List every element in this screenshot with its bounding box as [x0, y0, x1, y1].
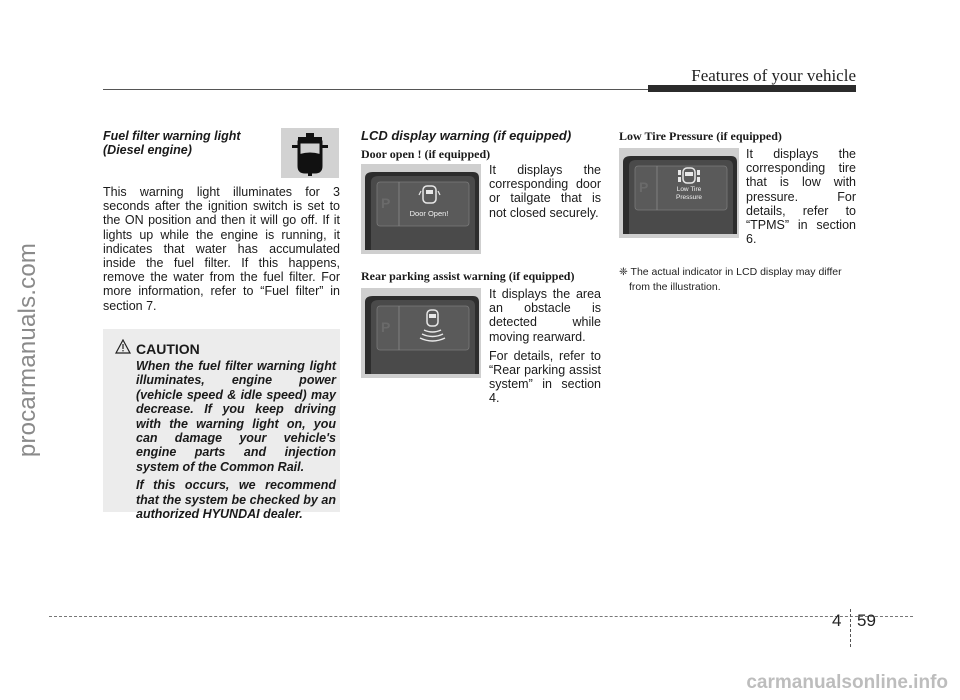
door-open-text: It displays the corresponding door or tailgate that is not closed securely.	[489, 163, 601, 220]
warning-triangle-icon	[115, 339, 131, 354]
chapter-number: 4	[832, 611, 842, 630]
rear-parking-text-1: It displays the area an obstacle is detected while moving rearward.	[489, 287, 601, 344]
caution-box	[103, 329, 340, 522]
fuel-filter-body: This warning light illuminates for 3 seconds after the ignition switch is set to the ON position and then it will go off. If it lights up while the engine is running, it indicates that water has accumulated inside the fuel filter. If this happens, remove the water from the fuel filter. For more information, refer to “Fuel filter” in section 7.	[103, 185, 340, 313]
rear-parking-lcd-image	[361, 288, 481, 378]
caution-title: CAUTION	[136, 341, 200, 357]
page-number-value: 59	[857, 611, 876, 630]
low-tire-display-label-2: Pressure	[675, 194, 703, 201]
rear-parking-text	[489, 287, 601, 406]
caution-text-1: When the fuel filter warning light illuminates, engine power (vehicle speed & idle speed) may decrease. If you keep driving with the warning light on, you can damage your vehicle's engine parts and injection system of the Common Rail.	[136, 359, 336, 474]
lcd-warning-heading: LCD display warning (if equipped)	[361, 128, 572, 143]
svg-text:P: P	[639, 179, 649, 195]
side-watermark-text: procarmanuals.com	[14, 242, 41, 458]
door-open-heading: Door open ! (if equipped)	[361, 147, 491, 161]
svg-text:P: P	[381, 319, 391, 335]
header-rule-accent	[648, 85, 856, 92]
page-number-divider	[850, 609, 851, 647]
footer-rule	[49, 616, 913, 617]
fuel-filter-heading	[103, 129, 278, 157]
fuel-filter-warning-icon	[281, 128, 339, 178]
lcd-note: ❈ The actual indicator in LCD display may differ from the illustration.	[619, 266, 842, 293]
rear-parking-heading: Rear parking assist warning (if equipped)	[361, 269, 575, 283]
page-number	[832, 611, 902, 643]
low-tire-lcd-image	[619, 148, 739, 238]
caution-text	[136, 359, 336, 521]
fuel-filter-heading-line2: (Diesel engine)	[103, 143, 192, 157]
caution-text-2: If this occurs, we recommend that the system be checked by an authorized HYUNDAI dealer.	[136, 478, 336, 522]
page-header-title: Features of your vehicle	[691, 66, 856, 85]
fuel-filter-heading-line1: Fuel filter warning light	[103, 129, 241, 143]
bottom-watermark: carmanualsonline.info	[746, 672, 948, 693]
rear-parking-text-2: For details, refer to “Rear parking assist system” in section 4.	[489, 348, 601, 406]
door-open-lcd-image	[361, 164, 481, 254]
low-tire-display-label-1: Low Tire	[676, 186, 702, 193]
door-open-display-label: Door Open!	[409, 209, 449, 218]
low-tire-text: It displays the corresponding tire that is low with pressure. For details, refer to “TPMS” in section 6.	[746, 147, 856, 247]
svg-text:P: P	[381, 195, 391, 211]
low-tire-heading: Low Tire Pressure (if equipped)	[619, 129, 782, 143]
